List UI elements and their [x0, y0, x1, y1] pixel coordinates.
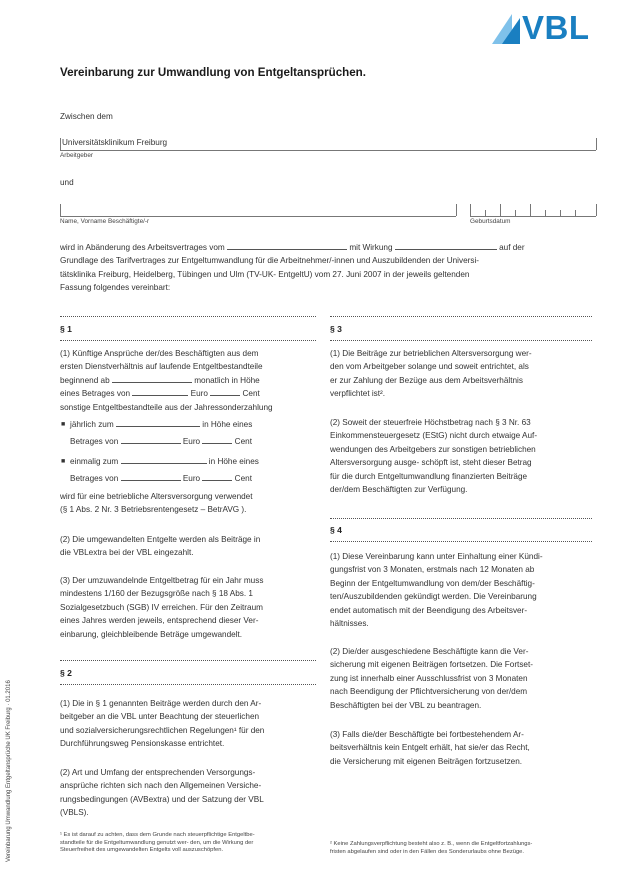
text-line: [60, 374, 322, 387]
section-divider: [60, 316, 316, 317]
section-4-heading: § 4: [330, 525, 342, 535]
text-line: endet automatisch mit der Beendigung des Arbeitsver-: [330, 605, 528, 615]
preamble-line: [60, 241, 600, 254]
text-line: gungsfrist von 3 Monaten, erstmals nach 12 Monaten ab: [330, 565, 535, 575]
preamble-text: mit Wirkung: [349, 243, 393, 252]
section-divider: [60, 684, 316, 685]
text-line: Altersversorgung ausge- schöpft ist, steht dieser Betrag: [330, 458, 532, 468]
text-fragment: Euro: [182, 474, 201, 484]
effective-date-field[interactable]: [395, 241, 497, 250]
monthly-euro-field[interactable]: [132, 387, 188, 396]
footnote-line: fristen abgelaufen sind oder in den Fällen des Sonderurlaubs ohne Bezüge.: [330, 848, 525, 855]
text-line: Sozialgesetzbuch (SGB) IV erreichen. Für den Zeitraum: [60, 602, 263, 612]
field-tick: [485, 210, 486, 216]
text-line: (1) Die in § 1 genannten Beiträge werden durch den Ar-: [60, 699, 262, 708]
text-line: (1) Die Beiträge zur betrieblichen Altersversorgung wer-: [330, 349, 532, 358]
text-line: und sozialversicherungsrechtlichen Regelungen¹ für den: [60, 725, 265, 735]
preamble-line: Grundlage des Tarifvertrages zur Entgeltumwandlung für die Arbeitnehmer/-innen und Auszubildenden der Universi-: [60, 256, 480, 266]
text-line: (1) Diese Vereinbarung kann unter Einhaltung einer Kündi-: [330, 552, 543, 561]
text-fragment: beginnend ab: [60, 375, 110, 385]
text-line: Beschäftigten bei der VBL zu beantragen.: [330, 700, 482, 710]
text-line: ten/Auszubildenden gekündigt werden. Die Vereinbarung: [330, 592, 537, 602]
footnote-line: ² Keine Zahlungsverpflichtung besteht also z. B., wenn die Entgeltfortzahlungs-: [330, 841, 533, 847]
text-line: eines Jahres werden jeweils, entsprechend dieser Ver-: [60, 616, 259, 626]
footnote-line: standteile für die Entgeltumwandlung genutzt wer- den, um die Wirkung der: [60, 839, 254, 846]
text-line: den vom Arbeitgeber solange und soweit entrichtet, als: [330, 362, 529, 372]
name-field-line: [60, 216, 456, 217]
text-line: rungsbedingungen (AVBextra) und der Satzung der VBL: [60, 794, 264, 804]
text-line: zung ist innerhalb einer Ausschlussfrist von 3 Monaten: [330, 673, 528, 683]
text-line: (3) Falls die/der Beschäftigte bei fortbestehendem Ar-: [330, 730, 524, 739]
text-line: verpflichtet ist².: [330, 389, 386, 399]
zwischen-label: Zwischen dem: [60, 112, 113, 121]
text-fragment: Euro: [182, 437, 201, 447]
employer-field-line: [60, 150, 596, 151]
text-line: der/dem Beschäftigten zur Verfügung.: [330, 485, 468, 495]
text-fragment: jährlich zum: [70, 420, 114, 430]
field-tick: [560, 210, 561, 216]
footnote-line: Steuerfreiheit des umgewandelten Entgelts voll auszuschöpfen.: [60, 847, 224, 854]
text-line: (VBLS).: [60, 808, 89, 818]
text-line: wendungen des Arbeitgebers zur sonstigen betrieblichen: [330, 444, 536, 454]
und-label: und: [60, 178, 74, 187]
section-divider: [330, 541, 592, 542]
section-divider: [330, 518, 592, 519]
field-tick: [545, 210, 546, 216]
monthly-cent-field[interactable]: [210, 387, 240, 396]
text-line: für die durch Entgeltumwandlung finanzierten Beiträge: [330, 471, 528, 481]
preamble-text: auf der: [499, 243, 525, 252]
section-4-paragraph-2: [330, 645, 596, 712]
text-fragment: monatlich in Höhe: [194, 375, 260, 385]
text-fragment: Betrages von: [70, 437, 119, 447]
section-1-paragraph-3: [60, 574, 322, 641]
text-line: sicherung mit eigenen Beiträgen fortsetzen. Die Fortset-: [330, 660, 533, 670]
section-divider: [60, 660, 316, 661]
once-cent-field[interactable]: [202, 472, 232, 481]
field-tick: [470, 204, 471, 216]
preamble-text: wird in Abänderung des Arbeitsvertrages vom: [60, 243, 225, 252]
field-tick: [60, 138, 61, 150]
field-tick: [596, 204, 597, 216]
text-fragment: Euro: [190, 389, 208, 399]
preamble-line: Fassung folgendes vereinbart:: [60, 283, 171, 293]
yearly-date-field[interactable]: [116, 418, 200, 427]
section-3-paragraph-1: [330, 347, 596, 401]
text-line: (2) Art und Umfang der entsprechenden Versorgungs-: [60, 768, 256, 777]
field-tick: [500, 204, 501, 216]
birthdate-field[interactable]: [470, 204, 596, 216]
text-line: (2) Die/der ausgeschiedene Beschäftigte kann die Ver-: [330, 647, 529, 656]
text-line: beitsverhältnis kein Entgelt erhält, hat sie/er das Recht,: [330, 743, 530, 753]
vbl-logo: [490, 9, 606, 46]
side-document-code: Vereinbarung Umwandlung Entgeltansprüche UK Freiburg · 01.2016: [6, 680, 12, 862]
option-once: [61, 455, 322, 468]
text-line: wird für eine betriebliche Altersversorgung verwendet: [60, 491, 253, 501]
text-line: nach Beendigung der Pflichtversicherung von der/dem: [330, 687, 528, 697]
text-line: ersten Dienstverhältnis auf laufende Entgeltbestandteile: [60, 362, 263, 372]
text-fragment: in Höhe eines: [208, 456, 259, 466]
bullet-icon: ■: [61, 457, 66, 465]
section-divider: [330, 340, 592, 341]
text-line: hältnisses.: [330, 619, 369, 629]
field-tick: [596, 138, 597, 150]
footnote-1: [60, 832, 322, 855]
text-line: er zur Zahlung der Bezüge aus dem Arbeitsverhältnis: [330, 375, 523, 385]
text-fragment: einmalig zum: [70, 456, 119, 466]
employer-caption: Arbeitgeber: [60, 152, 94, 159]
text-fragment: Betrages von: [70, 474, 119, 484]
field-tick: [575, 210, 576, 216]
once-euro-field[interactable]: [121, 472, 181, 481]
text-line: ansprüche richten sich nach den Allgemeinen Versiche-: [60, 781, 262, 791]
text-line: (2) Soweit der steuerfreie Höchstbetrag nach § 3 Nr. 63: [330, 418, 531, 427]
yearly-cent-field[interactable]: [202, 435, 232, 444]
text-line: [60, 387, 322, 400]
name-field[interactable]: [60, 204, 456, 216]
section-2-heading: § 2: [60, 668, 72, 678]
section-1-paragraph-2: [60, 533, 322, 560]
option-yearly: [61, 418, 322, 431]
text-line: (3) Der umzuwandelnde Entgeltbetrag für ein Jahr muss: [60, 576, 264, 585]
section-divider: [60, 340, 316, 341]
vbl-logo-text: VBL: [522, 9, 590, 46]
text-line: Durchführungsweg Pensionskasse entrichtet.: [60, 739, 225, 749]
field-tick: [456, 204, 457, 216]
text-fragment: Cent: [242, 389, 260, 399]
text-fragment: in Höhe eines: [202, 420, 253, 430]
field-tick: [530, 204, 531, 216]
text-line: [70, 472, 322, 485]
footnote-2: [330, 841, 596, 856]
contract-date-field[interactable]: [227, 241, 347, 250]
text-line: (2) Die umgewandelten Entgelte werden als Beiträge in: [60, 535, 261, 544]
text-fragment: eines Betrages von: [60, 389, 131, 399]
section-divider: [330, 316, 592, 317]
text-line: die Versicherung mit eigenen Beiträgen fortzusetzen.: [330, 756, 523, 766]
section-3-heading: § 3: [330, 324, 342, 334]
text-line: (1) Künftige Ansprüche der/des Beschäftigten aus dem: [60, 349, 259, 358]
preamble: [60, 241, 600, 295]
section-1-heading: § 1: [60, 324, 72, 334]
text-line: Beginn der Entgeltumwandlung von dem/der Beschäftig-: [330, 578, 535, 588]
text-line: Einkommensteuergesetz (EStG) nicht durch etwaige Auf-: [330, 431, 538, 441]
section-4-paragraph-1: [330, 550, 596, 630]
birthdate-field-line: [470, 216, 596, 217]
start-date-field[interactable]: [112, 374, 192, 383]
yearly-euro-field[interactable]: [121, 435, 181, 444]
document-title: Vereinbarung zur Umwandlung von Entgeltansprüchen.: [60, 66, 366, 79]
text-line: die VBLextra bei der VBL eingezahlt.: [60, 548, 194, 558]
name-caption: Name, Vorname Beschäftigte/-r: [60, 218, 150, 225]
bullet-icon: ■: [61, 421, 66, 429]
text-line: [70, 435, 322, 448]
text-fragment: Cent: [234, 474, 252, 484]
section-3-paragraph-2: [330, 416, 596, 496]
section-4-paragraph-3: [330, 728, 596, 768]
text-line: beitgeber an die VBL unter Beachtung der steuerlichen: [60, 712, 260, 722]
text-line: einbarung, gleichbleibende Beträge umgewandelt.: [60, 629, 243, 639]
once-date-field[interactable]: [121, 455, 207, 464]
footnote-line: ¹ Es ist darauf zu achten, dass dem Grunde nach steuerpflichtige Entgeltbe-: [60, 832, 255, 838]
birthdate-caption: Geburtsdatum: [470, 218, 511, 225]
text-fragment: Cent: [234, 437, 252, 447]
section-1-paragraph-1: [60, 347, 322, 516]
employer-field[interactable]: Universitätsklinikum Freiburg: [62, 138, 168, 147]
preamble-line: tätsklinika Freiburg, Heidelberg, Tübingen und Ulm (TV-UK- EntgeltU) vom 27. Juni 2007 in der jeweils geltenden: [60, 269, 470, 279]
section-2-paragraph-2: [60, 766, 322, 820]
field-tick: [515, 210, 516, 216]
text-line: (§ 1 Abs. 2 Nr. 3 Betriebsrentengesetz – BetrAVG ).: [60, 505, 247, 515]
text-line: sonstige Entgeltbestandteile aus der Jahressonderzahlung: [60, 402, 273, 412]
text-line: mindestens 1/160 der Bezugsgröße nach § 18 Abs. 1: [60, 589, 253, 599]
section-2-paragraph-1: [60, 697, 322, 751]
